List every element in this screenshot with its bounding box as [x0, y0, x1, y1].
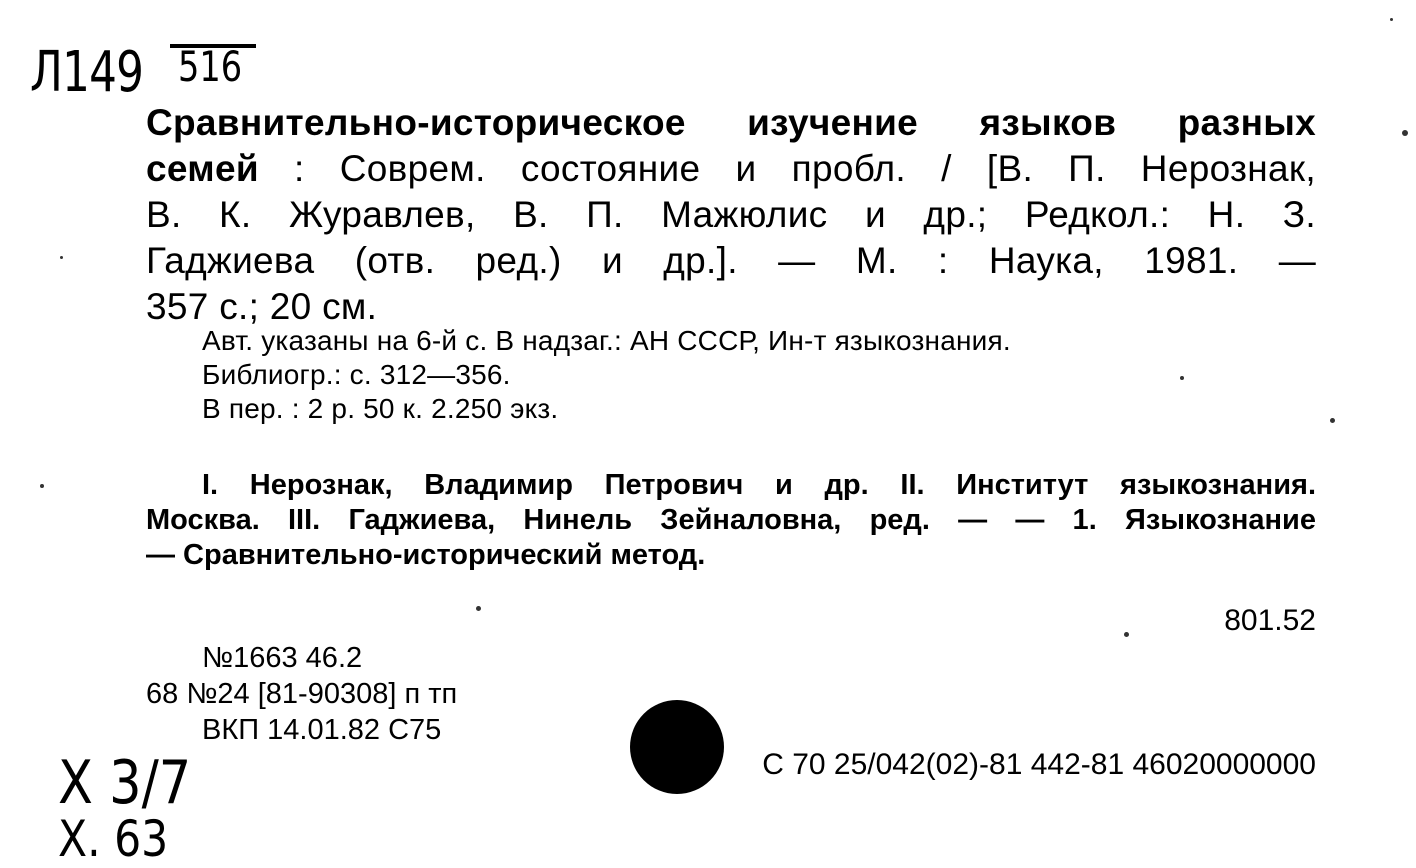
speck	[40, 484, 44, 488]
tracing-line-3: — Сравнительно-исторический метод.	[146, 539, 706, 571]
handwritten-mark-2: Х. 63	[58, 810, 169, 868]
bibliographic-description	[146, 100, 1316, 330]
note-authors: Авт. указаны на 6-й с. В надзаг.: АН СССР, Ин-т языкознания.	[202, 325, 1011, 356]
tracings	[146, 468, 1316, 573]
note-price: В пер. : 2 р. 50 к. 2.250 экз.	[202, 393, 559, 424]
handwritten-shelf-mark: Л149	[30, 40, 144, 105]
description-line-5: 357 с.; 20 см.	[146, 286, 378, 327]
handwritten-mark-1: Х 3/7	[58, 748, 192, 818]
speck	[1180, 376, 1184, 380]
title-line-1: Сравнительно-историческое изучение языков разных	[146, 102, 1316, 143]
speck	[1124, 632, 1129, 637]
tech-line-2: 68 №24 [81-90308] п тп	[146, 678, 458, 710]
speck	[476, 606, 481, 611]
classification-code: С 70 25/042(02)-81 442-81 46020000000	[762, 748, 1316, 781]
title-line-2	[146, 146, 1316, 192]
description-line-3: В. К. Журавлев, В. П. Мажюлис и др.; Редкол.: Н. З.	[146, 194, 1316, 235]
note-bibliography: Библиогр.: с. 312—356.	[202, 359, 511, 390]
handwritten-shelf-number: 516	[178, 42, 243, 91]
speck	[60, 256, 63, 259]
tracing-line-1: I. Нерознак, Владимир Петрович и др. II. Институт языкознания.	[202, 469, 1316, 501]
technical-data	[146, 640, 457, 748]
title-line-2-bold: семей	[146, 148, 259, 189]
speck	[1330, 418, 1335, 423]
tech-line-3: ВКП 14.01.82 С75	[202, 714, 442, 746]
speck	[1402, 130, 1408, 136]
udc-number: 801.52	[1224, 604, 1316, 637]
tech-line-1: №1663 46.2	[202, 642, 363, 674]
ink-blot	[630, 700, 724, 794]
title-line-2-rest: : Соврем. состояние и пробл. / [В. П. Нерознак,	[258, 148, 1316, 189]
speck	[1390, 18, 1393, 21]
description-line-4: Гаджиева (отв. ред.) и др.]. — М. : Наука, 1981. —	[146, 240, 1316, 281]
tracing-line-2: Москва. III. Гаджиева, Нинель Зейналовна, ред. — — 1. Языкознание	[146, 504, 1316, 536]
